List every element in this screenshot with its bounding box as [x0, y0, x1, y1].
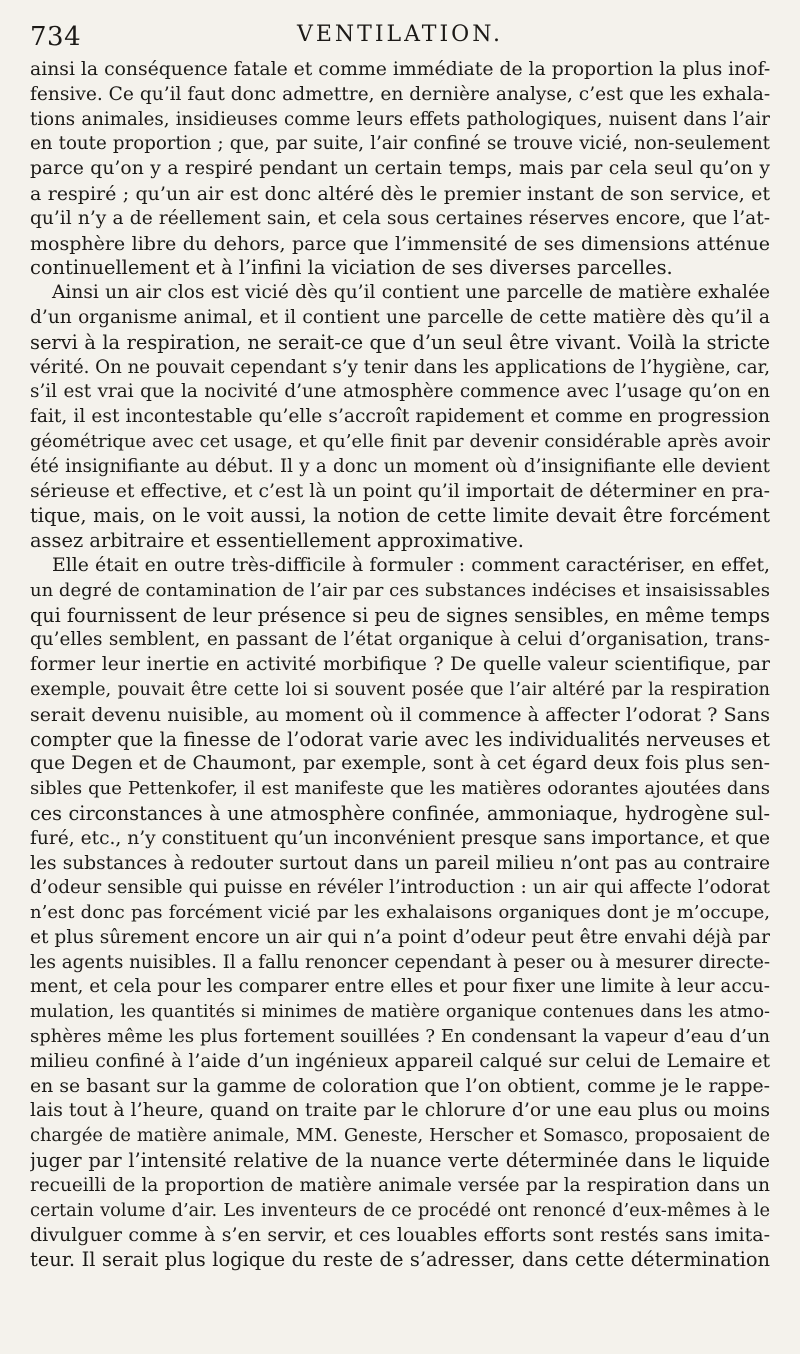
text-line: un degré de contamination de l’air par ces substances indécises et insaisissables	[30, 579, 770, 601]
text-line: que Degen et de Chaumont, par exemple, sont à cet égard deux fois plus sen-	[30, 753, 770, 775]
text-line: qu’elles semblent, en passant de l’état organique à celui d’organisation, trans-	[30, 629, 770, 651]
running-title: VENTILATION.	[296, 22, 504, 47]
text-line: qui fournissent de leur présence si peu de signes sensibles, en même temps	[30, 603, 770, 627]
text-line: recueilli de la proportion de matière animale versée par la respiration dans un	[30, 1174, 770, 1196]
text-line: servi à la respiration, ne serait-ce que d’un seul être vivant. Voilà la stricte	[30, 330, 770, 354]
text-line: continuellement et à l’infini la viciation de ses diverses parcelles.	[30, 256, 673, 280]
text-line: en se basant sur la gamme de coloration que l’on obtient, comme je le rappe-	[30, 1075, 770, 1097]
text-line: sphères même les plus fortement souillées ? En condensant la vapeur d’eau d’un	[30, 1026, 770, 1048]
text-line: qu’il n’y a de réellement sain, et cela sous certaines réserves encore, que l’at-	[30, 207, 770, 229]
text-line: géométrique avec cet usage, et qu’elle finit par devenir considérable après avoir	[30, 430, 770, 452]
text-line: furé, etc., n’y constituent qu’un inconvénient presque sans importance, et que	[30, 827, 770, 849]
text-line: parce qu’on y a respiré pendant un certain temps, mais par cela seul qu’on y	[30, 158, 770, 180]
text-line: les agents nuisibles. Il a fallu renoncer cependant à peser ou à mesurer directe-	[30, 951, 770, 973]
text-line: certain volume d’air. Les inventeurs de ce procédé ont renoncé d’eux-mêmes à le	[30, 1199, 770, 1221]
text-line: Elle était en outre très-difficile à formuler : comment caractériser, en effet,	[52, 554, 770, 576]
page-header	[30, 16, 770, 56]
text-line: serait devenu nuisible, au moment où il commence à affecter l’odorat ? Sans	[30, 703, 770, 726]
text-line: n’est donc pas forcément vicié par les exhalaisons organiques dont je m’occupe,	[30, 902, 770, 924]
text-line: former leur inertie en activité morbifique ? De quelle valeur scientifique, par	[30, 654, 770, 676]
text-line: milieu confiné à l’aide d’un ingénieux appareil calqué sur celui de Lemaire et	[30, 1050, 770, 1072]
text-line: sérieuse et effective, et c’est là un point qu’il importait de déterminer en pra-	[30, 480, 770, 502]
text-line: sibles que Pettenkofer, il est manifeste que les matières odorantes ajoutées dans	[30, 778, 770, 800]
text-line: chargée de matière animale, MM. Geneste, Herscher et Somasco, proposaient de	[30, 1125, 770, 1147]
text-line: juger par l’intensité relative de la nuance verte déterminée dans le liquide	[30, 1149, 770, 1173]
text-line: compter que la finesse de l’odorat varie avec les individualités nerveuses et	[30, 727, 770, 751]
text-line: Ainsi un air clos est vicié dès qu’il contient une parcelle de matière exhalée	[52, 282, 770, 304]
text-line: d’odeur sensible qui puisse en révéler l’introduction : un air qui affecte l’odorat	[30, 877, 770, 899]
text-line: s’il est vrai que la nocivité d’une atmosphère commence avec l’usage qu’on en	[30, 381, 770, 403]
text-line: tions animales, insidieuses comme leurs effets pathologiques, nuisent dans l’air	[30, 108, 770, 130]
text-line: vérité. On ne pouvait cependant s’y tenir dans les applications de l’hygiène, car,	[30, 356, 770, 378]
text-line: et plus sûrement encore un air qui n’a point d’odeur peut être envahi déjà par	[30, 926, 770, 948]
text-line: divulguer comme à s’en servir, et ces louables efforts sont restés sans imita-	[30, 1224, 770, 1247]
text-line: mosphère libre du dehors, parce que l’immensité de ses dimensions atténue	[30, 232, 770, 255]
text-line: mulation, les quantités si minimes de matière organique contenues dans les atmo-	[30, 1002, 770, 1023]
text-line: ainsi la conséquence fatale et comme immédiate de la proportion la plus inof-	[30, 59, 770, 80]
text-line: les substances à redouter surtout dans un pareil milieu n’ont pas au contraire	[30, 852, 770, 874]
text-line: d’un organisme animal, et il contient une parcelle de cette matière dès qu’il a	[30, 306, 770, 328]
text-line: teur. Il serait plus logique du reste de s’adresser, dans cette détermination	[30, 1248, 770, 1272]
text-line: fensive. Ce qu’il faut donc admettre, en dernière analyse, c’est que les exhala-	[30, 83, 770, 105]
text-line: été insignifiante au début. Il y a donc un moment où d’insignifiante elle devient	[30, 455, 770, 477]
text-line: ment, et cela pour les comparer entre elles et pour fixer une limite à leur accu-	[30, 976, 770, 998]
text-line: assez arbitraire et essentiellement approximative.	[30, 529, 524, 553]
text-line: en toute proportion ; que, par suite, l’air confiné se trouve vicié, non-seulement	[30, 133, 770, 155]
text-line: tique, mais, on le voit aussi, la notion de cette limite devait être forcément	[30, 504, 770, 528]
text-line: a respiré ; qu’un air est donc altéré dès le premier instant de son service, et	[30, 182, 770, 205]
text-line: lais tout à l’heure, quand on traite par le chlorure d’or une eau plus ou moins	[30, 1100, 770, 1122]
text-line: exemple, pouvait être cette loi si souvent posée que l’air altéré par la respiration	[30, 678, 770, 700]
page-number: 734	[30, 22, 82, 52]
text-line: ces circonstances à une atmosphère confinée, ammoniaque, hydrogène sul-	[30, 801, 770, 825]
body-text	[30, 58, 770, 1273]
text-line: fait, il est incontestable qu’elle s’accroît rapidement et comme en progression	[30, 406, 770, 428]
